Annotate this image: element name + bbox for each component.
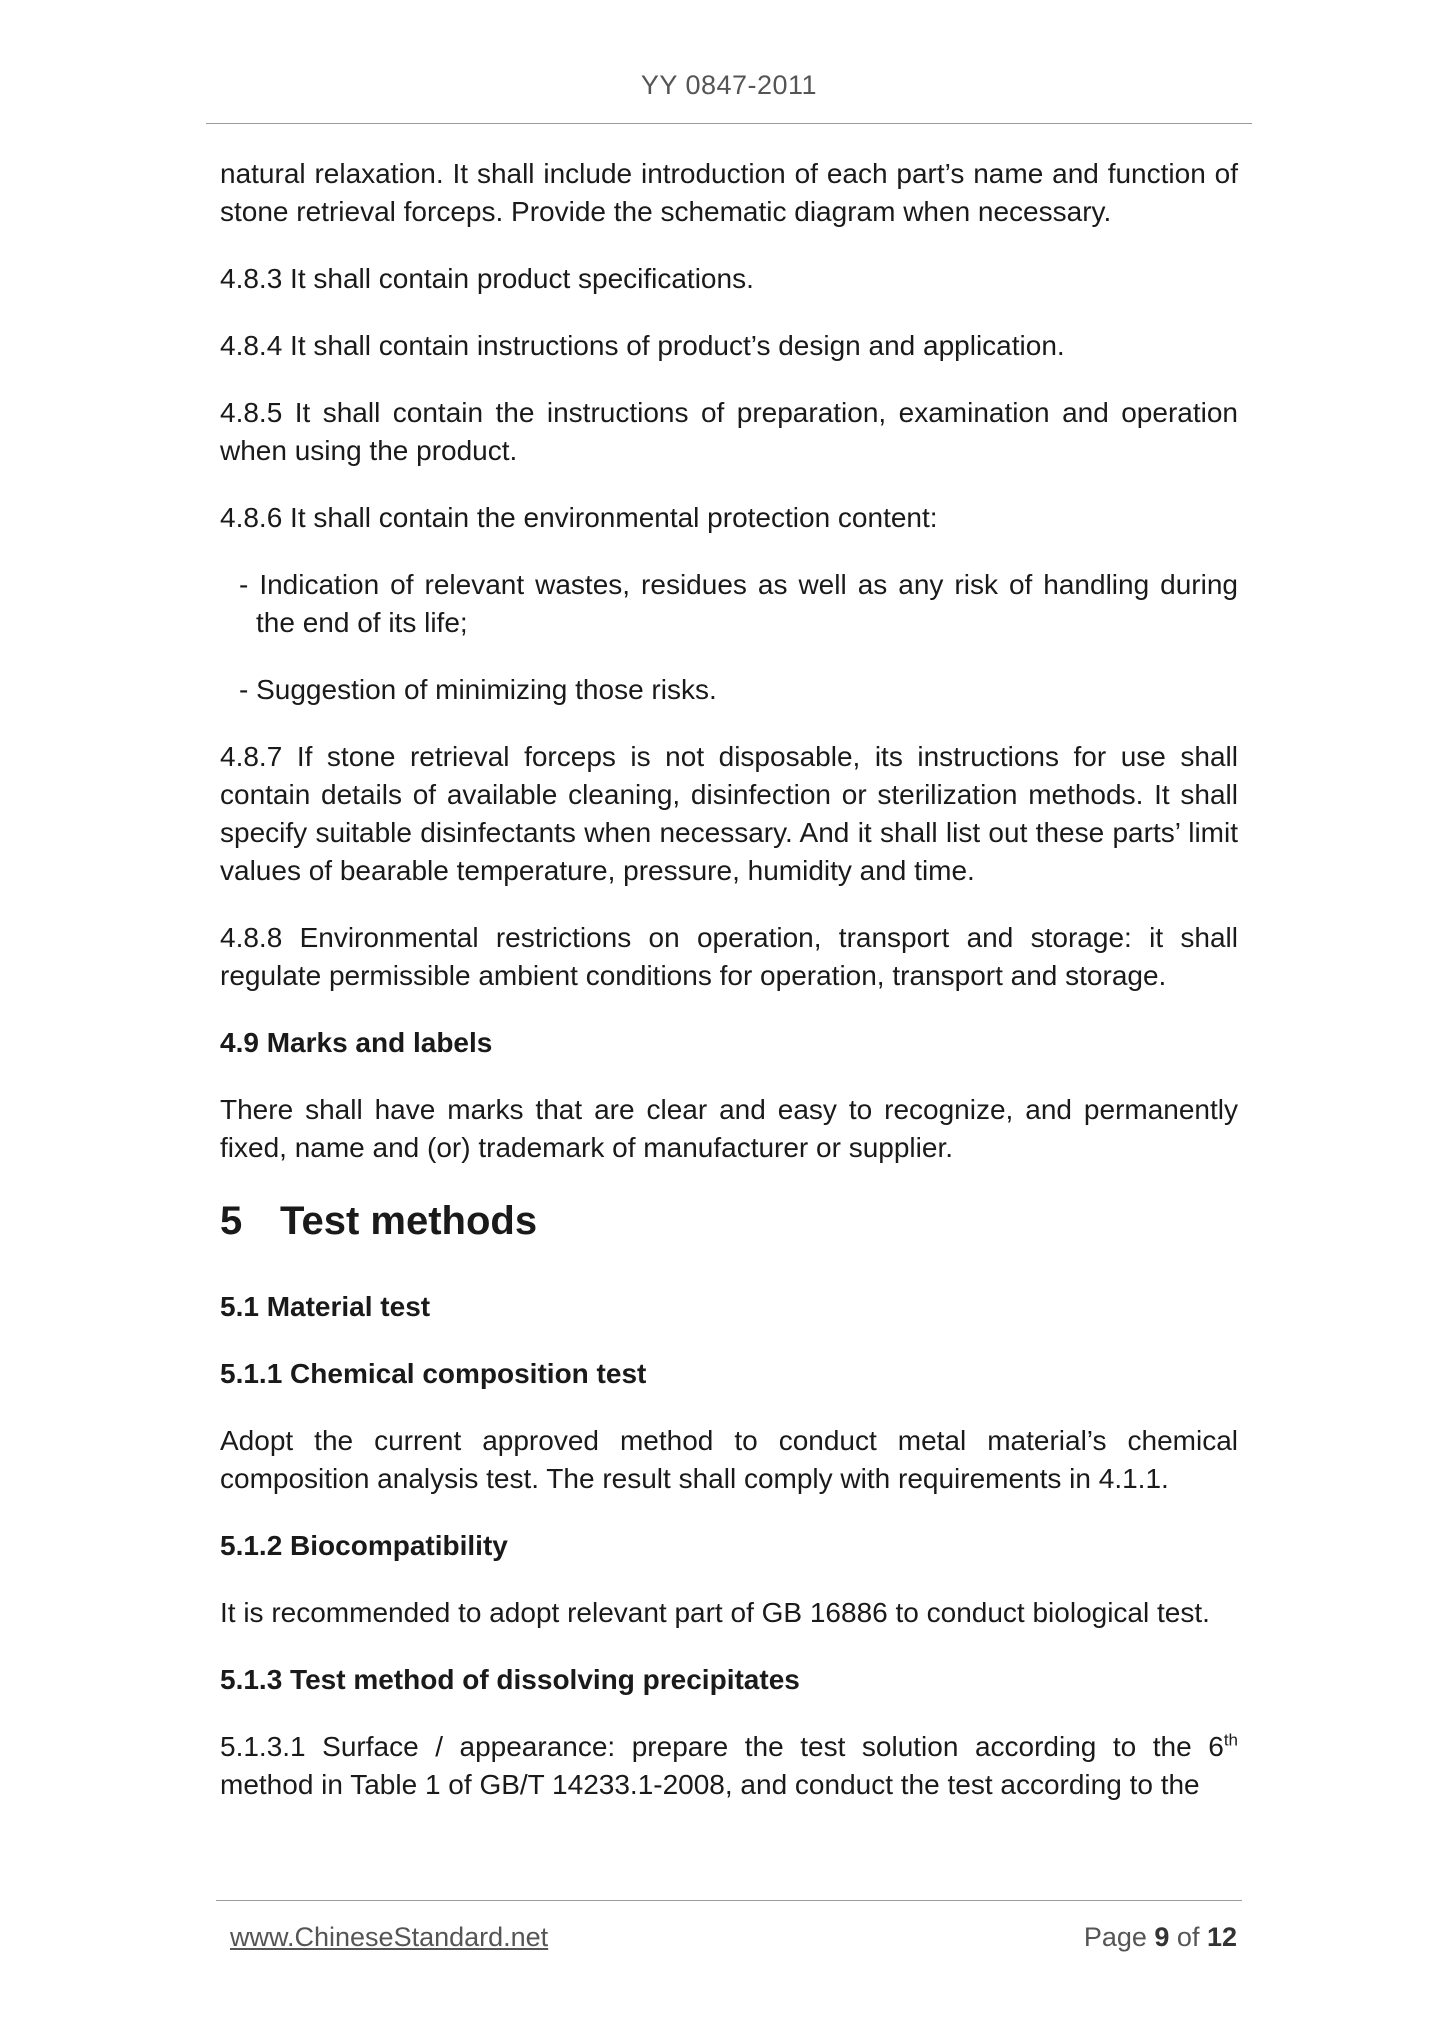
header-divider [206, 123, 1252, 124]
document-header-id: YY 0847-2011 [640, 70, 818, 100]
heading-5-number: 5 [220, 1199, 243, 1243]
heading-5-1-2: 5.1.2 Biocompatibility [220, 1530, 508, 1561]
ordinal-superscript: th [1223, 1730, 1238, 1750]
total-pages: 12 [1206, 1922, 1237, 1952]
of-word: of [1169, 1922, 1207, 1952]
heading-5-1-3: 5.1.3 Test method of dissolving precipitates [220, 1664, 800, 1695]
paragraph-4-8-6: 4.8.6 It shall contain the environmental protection content: [220, 502, 938, 533]
paragraph-4-8-3: 4.8.3 It shall contain product specifications. [220, 263, 754, 294]
footer-page-number [1084, 1922, 1237, 1953]
paragraph-4-8-8: 4.8.8 Environmental restrictions on operation, transport and storage: it shall regulate permissible ambient conditions for operation, transport and storage. [220, 922, 1238, 991]
heading-4-9: 4.9 Marks and labels [220, 1027, 493, 1058]
paragraph-4-9: There shall have marks that are clear and easy to recognize, and permanently fixed, name and (or) trademark of manufacturer or supplier. [220, 1094, 1238, 1163]
paragraph-5-1-1: Adopt the current approved method to conduct metal material’s chemical composition analysis test. The result shall comply with requirements in 4.1.1. [220, 1425, 1238, 1494]
paragraph-4-8-4: 4.8.4 It shall contain instructions of product’s design and application. [220, 330, 1065, 361]
paragraph-5-1-2: It is recommended to adopt relevant part of GB 16886 to conduct biological test. [220, 1597, 1210, 1628]
current-page: 9 [1154, 1922, 1170, 1952]
bullet-item: - Indication of relevant wastes, residues as well as any risk of handling during the end of its life; [239, 569, 1238, 638]
paragraph-4-8-7: 4.8.7 If stone retrieval forceps is not disposable, its instructions for use shall contain details of available cleaning, disinfection or sterilization methods. It shall specify suitable disinfectants when necessary. And it shall list out these parts’ limit values of bearable temperature, pressure, humidity and time. [220, 741, 1238, 886]
page-word: Page [1083, 1922, 1155, 1952]
heading-5-1-1: 5.1.1 Chemical composition test [220, 1358, 647, 1389]
page-body [220, 155, 1238, 1833]
footer-website-link[interactable]: www.ChineseStandard.net [230, 1922, 549, 1952]
paragraph-5-1-3-1-part-a: 5.1.3.1 Surface / appearance: prepare the test solution according to the 6 [220, 1731, 1224, 1762]
heading-5-1: 5.1 Material test [220, 1291, 431, 1322]
heading-5-title: Test methods [280, 1199, 538, 1243]
footer-divider [216, 1900, 1242, 1901]
heading-5 [220, 1196, 1238, 1246]
paragraph-intro: natural relaxation. It shall include introduction of each part’s name and function of stone retrieval forceps. Provide the schematic diagram when necessary. [220, 158, 1238, 227]
bullet-item: - Suggestion of minimizing those risks. [239, 674, 717, 705]
paragraph-4-8-5: 4.8.5 It shall contain the instructions of preparation, examination and operation when using the product. [220, 397, 1238, 466]
paragraph-5-1-3-1 [220, 1728, 1238, 1804]
paragraph-5-1-3-1-part-b: method in Table 1 of GB/T 14233.1-2008, and conduct the test according to the [220, 1769, 1200, 1800]
